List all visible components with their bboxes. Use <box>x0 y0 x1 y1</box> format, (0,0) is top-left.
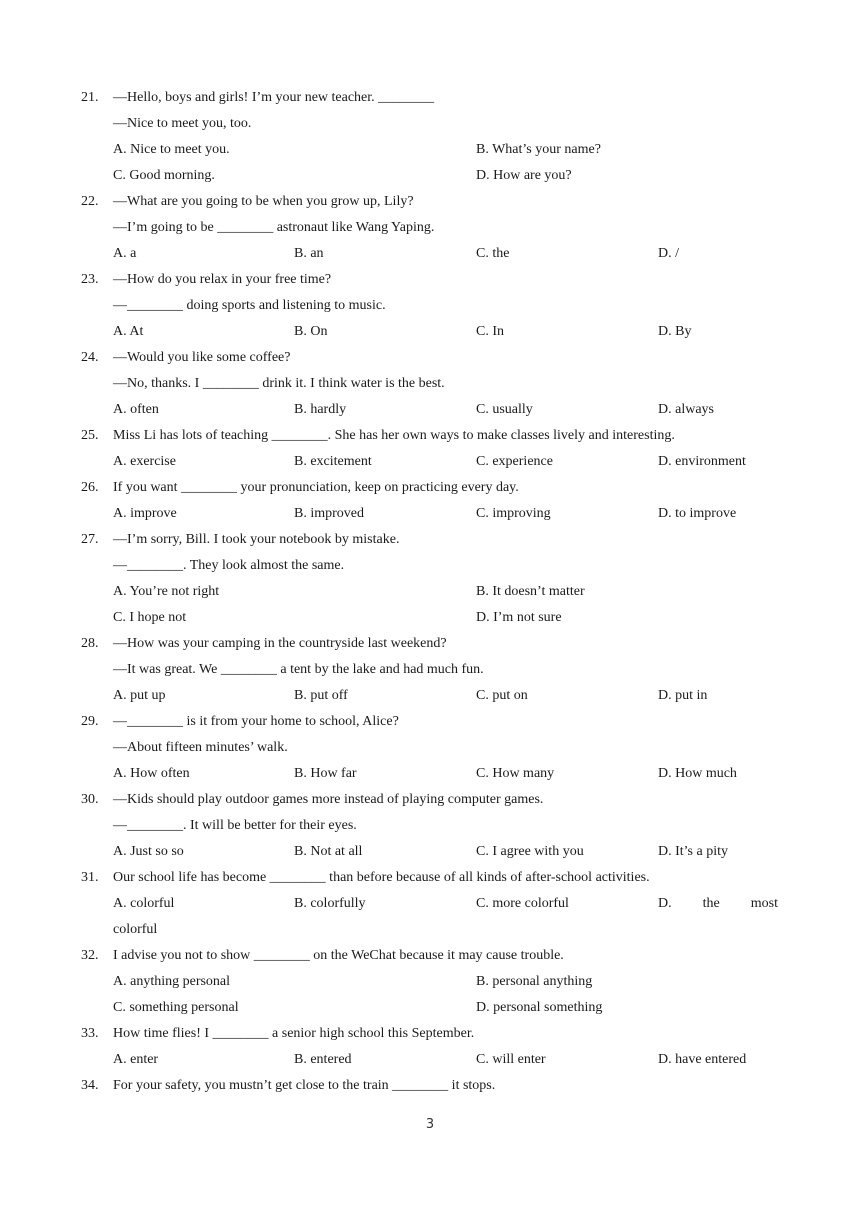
question-32-options-row2 <box>0 995 860 1021</box>
question-31-option-d-continued <box>0 917 860 943</box>
question-33-options <box>0 1047 860 1073</box>
question-text: —________ is it from your home to school, Alice? <box>113 714 399 729</box>
question-26-stem <box>0 475 860 501</box>
option-b: B. excitement <box>294 454 372 469</box>
option-a: A. put up <box>113 688 166 703</box>
option-a: A. How often <box>113 766 190 781</box>
question-28-stem <box>0 631 860 657</box>
question-number: 32. <box>81 948 99 963</box>
option-c: C. How many <box>476 766 555 781</box>
option-b: B. an <box>294 246 324 261</box>
option-a: A. anything personal <box>113 974 231 989</box>
option-a: A. At <box>113 324 144 339</box>
option-d: D. always <box>658 402 714 417</box>
option-c: C. I hope not <box>113 610 187 625</box>
question-21-options-row1 <box>0 137 860 163</box>
option-d <box>658 891 778 917</box>
question-number: 26. <box>81 480 99 495</box>
option-d-word: the <box>702 896 720 911</box>
question-text: —How was your camping in the countryside last weekend? <box>113 636 447 651</box>
option-b: B. put off <box>294 688 348 703</box>
option-d: D. personal something <box>476 1000 603 1015</box>
option-b: B. entered <box>294 1052 352 1067</box>
question-number: 29. <box>81 714 99 729</box>
question-26-options <box>0 501 860 527</box>
option-d: D. How are you? <box>476 168 572 183</box>
question-31-stem <box>0 865 860 891</box>
question-text: —How do you relax in your free time? <box>113 272 332 287</box>
option-a: A. Nice to meet you. <box>113 142 230 157</box>
question-text: —________ doing sports and listening to music. <box>113 298 386 313</box>
question-text: —Kids should play outdoor games more instead of playing computer games. <box>113 792 544 807</box>
question-24-options <box>0 397 860 423</box>
question-text: —Hello, boys and girls! I’m your new teacher. ________ <box>113 90 435 105</box>
question-21-stem <box>0 85 860 111</box>
question-29-reply <box>0 735 860 761</box>
option-a: A. often <box>113 402 159 417</box>
question-text: If you want ________ your pronunciation, keep on practicing every day. <box>113 480 519 495</box>
question-22-stem <box>0 189 860 215</box>
option-a: A. a <box>113 246 137 261</box>
option-a: A. exercise <box>113 454 176 469</box>
question-30-stem <box>0 787 860 813</box>
option-d: D. to improve <box>658 506 737 521</box>
option-a: A. You’re not right <box>113 584 220 599</box>
question-number: 25. <box>81 428 99 443</box>
question-text: —I’m sorry, Bill. I took your notebook by mistake. <box>113 532 400 547</box>
question-number: 27. <box>81 532 99 547</box>
question-31-options <box>0 891 860 917</box>
option-d: D. I’m not sure <box>476 610 562 625</box>
option-d: D. By <box>658 324 692 339</box>
option-c: C. put on <box>476 688 528 703</box>
question-27-reply <box>0 553 860 579</box>
question-22-options <box>0 241 860 267</box>
question-24-stem <box>0 345 860 371</box>
question-number: 28. <box>81 636 99 651</box>
question-29-stem <box>0 709 860 735</box>
option-a: A. improve <box>113 506 177 521</box>
question-text: —________. It will be better for their eyes. <box>113 818 357 833</box>
question-25-stem <box>0 423 860 449</box>
question-text: —________. They look almost the same. <box>113 558 345 573</box>
question-text: I advise you not to show ________ on the WeChat because it may cause trouble. <box>113 948 564 963</box>
question-text: Miss Li has lots of teaching ________. She has her own ways to make classes lively and interesting. <box>113 428 675 443</box>
question-number: 34. <box>81 1078 99 1093</box>
option-b: B. What’s your name? <box>476 142 601 157</box>
question-32-stem <box>0 943 860 969</box>
option-b: B. How far <box>294 766 357 781</box>
option-d-letter: D. <box>658 896 672 911</box>
page-number: 3 <box>425 1117 435 1132</box>
question-23-stem <box>0 267 860 293</box>
option-d: D. put in <box>658 688 708 703</box>
question-number: 21. <box>81 90 99 105</box>
option-a: A. Just so so <box>113 844 184 859</box>
option-b: B. Not at all <box>294 844 363 859</box>
question-text: —Nice to meet you, too. <box>113 116 252 131</box>
option-c: C. In <box>476 324 504 339</box>
question-27-options-row2 <box>0 605 860 631</box>
question-30-reply <box>0 813 860 839</box>
option-c: C. improving <box>476 506 551 521</box>
option-d-word: most <box>750 896 778 911</box>
option-c: C. Good morning. <box>113 168 215 183</box>
question-text: —I’m going to be ________ astronaut like Wang Yaping. <box>113 220 435 235</box>
option-b: B. personal anything <box>476 974 593 989</box>
option-d-continuation: colorful <box>113 922 158 937</box>
question-24-reply <box>0 371 860 397</box>
option-b: B. It doesn’t matter <box>476 584 585 599</box>
option-c: C. I agree with you <box>476 844 584 859</box>
option-a: A. colorful <box>113 896 175 911</box>
question-number: 23. <box>81 272 99 287</box>
question-27-stem <box>0 527 860 553</box>
question-30-options <box>0 839 860 865</box>
option-c: C. more colorful <box>476 896 569 911</box>
question-32-options-row1 <box>0 969 860 995</box>
option-c: C. something personal <box>113 1000 239 1015</box>
question-text: For your safety, you mustn’t get close to the train ________ it stops. <box>113 1078 496 1093</box>
option-d: D. How much <box>658 766 737 781</box>
option-a: A. enter <box>113 1052 159 1067</box>
question-28-options <box>0 683 860 709</box>
question-number: 22. <box>81 194 99 209</box>
option-c: C. the <box>476 246 510 261</box>
question-text: —Would you like some coffee? <box>113 350 291 365</box>
option-d: D. have entered <box>658 1052 747 1067</box>
question-23-reply <box>0 293 860 319</box>
option-b: B. improved <box>294 506 364 521</box>
question-number: 31. <box>81 870 99 885</box>
question-number: 30. <box>81 792 99 807</box>
option-b: B. colorfully <box>294 896 366 911</box>
question-number: 33. <box>81 1026 99 1041</box>
option-c: C. experience <box>476 454 553 469</box>
question-number: 24. <box>81 350 99 365</box>
question-text: Our school life has become ________ than before because of all kinds of after-school activities. <box>113 870 650 885</box>
question-22-reply <box>0 215 860 241</box>
option-b: B. hardly <box>294 402 347 417</box>
option-c: C. will enter <box>476 1052 546 1067</box>
question-34-stem <box>0 1073 860 1099</box>
question-21-reply <box>0 111 860 137</box>
option-d: D. / <box>658 246 679 261</box>
option-c: C. usually <box>476 402 533 417</box>
option-b: B. On <box>294 324 328 339</box>
question-text: —What are you going to be when you grow up, Lily? <box>113 194 414 209</box>
question-25-options <box>0 449 860 475</box>
option-d: D. It’s a pity <box>658 844 728 859</box>
question-27-options-row1 <box>0 579 860 605</box>
question-29-options <box>0 761 860 787</box>
question-33-stem <box>0 1021 860 1047</box>
question-text: How time flies! I ________ a senior high school this September. <box>113 1026 475 1041</box>
question-text: —About fifteen minutes’ walk. <box>113 740 288 755</box>
question-23-options <box>0 319 860 345</box>
question-28-reply <box>0 657 860 683</box>
question-text: —No, thanks. I ________ drink it. I think water is the best. <box>113 376 445 391</box>
option-d: D. environment <box>658 454 746 469</box>
question-text: —It was great. We ________ a tent by the lake and had much fun. <box>113 662 484 677</box>
question-21-options-row2 <box>0 163 860 189</box>
